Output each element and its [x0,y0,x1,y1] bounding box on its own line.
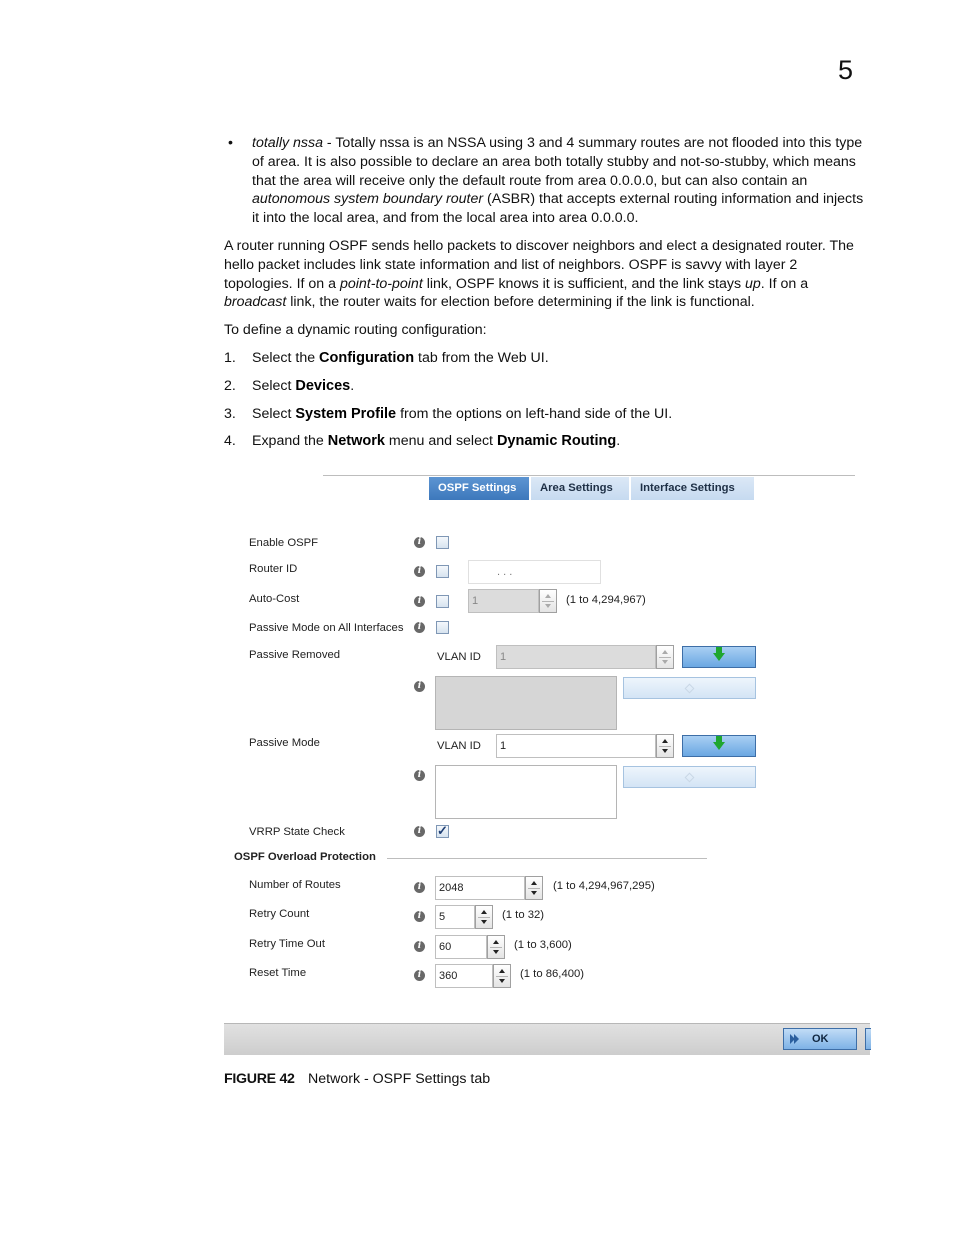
passive-mode-add-button[interactable] [682,735,756,757]
text-run: . If on a [760,275,809,292]
passive-all-label: Passive Mode on All Interfaces [249,622,404,634]
step-item [224,349,869,368]
overload-protection-heading: OSPF Overload Protection [234,851,376,863]
info-icon[interactable]: i [414,882,425,893]
vrrp-state-check-checkbox[interactable] [436,825,449,838]
passive-mode-stepper[interactable] [656,734,674,758]
down-arrow-icon [713,653,725,661]
passive-removed-remove-button[interactable] [623,677,756,699]
chapter-number: 5 [838,55,854,85]
ospf-settings-screenshot [224,470,870,1056]
step-number: 1. [224,349,236,366]
auto-cost-input[interactable]: 1 [468,589,539,613]
retry-count-input[interactable]: 5 [435,905,475,929]
remove-icon [684,773,694,783]
info-icon[interactable]: i [414,681,425,692]
ui-term: Configuration [319,349,415,366]
auto-cost-stepper[interactable] [539,589,557,613]
dialog-footer [224,1023,870,1055]
step-number: 3. [224,405,236,422]
retry-count-label: Retry Count [249,908,310,920]
paragraph-hello-packets [224,237,869,312]
auto-cost-range: (1 to 4,294,967) [566,594,646,606]
italic-term: up [745,275,761,292]
passive-all-checkbox[interactable] [436,621,449,634]
step-item [224,432,869,451]
figure-number: FIGURE 42 [224,1071,295,1087]
next-button-edge[interactable] [865,1028,871,1050]
document-body [224,134,869,451]
reset-time-range: (1 to 86,400) [520,968,585,980]
remove-icon [684,684,694,694]
enable-ospf-label: Enable OSPF [249,537,319,549]
retry-time-out-range: (1 to 3,600) [514,939,572,951]
passive-removed-add-button[interactable] [682,646,756,668]
passive-mode-vlan-label: VLAN ID [437,740,481,752]
info-icon[interactable]: i [414,566,425,577]
text-run: . [616,433,621,450]
bullet-text [252,135,863,226]
passive-mode-remove-button[interactable] [623,766,756,788]
auto-cost-label: Auto-Cost [249,593,300,605]
text-run: Expand the [252,433,328,450]
passive-mode-label: Passive Mode [249,737,320,749]
text-run: Select the [252,349,320,366]
reset-time-stepper[interactable] [493,964,511,988]
text-run: link, OSPF knows it is sufficient, and the link stays [422,275,746,292]
top-divider [323,475,855,476]
auto-cost-checkbox[interactable] [436,595,449,608]
number-of-routes-range: (1 to 4,294,967,295) [553,880,655,892]
passive-mode-list[interactable] [435,765,617,819]
ok-label: OK [812,1033,829,1045]
retry-time-out-stepper[interactable] [487,935,505,959]
vrrp-state-check-label: VRRP State Check [249,826,345,838]
bullet-dot: • [228,135,233,151]
italic-term: autonomous system boundary router [252,191,484,208]
number-of-routes-stepper[interactable] [525,876,543,900]
ui-term: Dynamic Routing [496,433,617,450]
info-icon[interactable]: i [414,537,425,548]
retry-time-out-input[interactable]: 60 [435,935,487,959]
text-run: from the options on left-hand side of the UI. [396,405,673,422]
step-item [224,377,869,396]
step-item [224,405,869,424]
enable-ospf-checkbox[interactable] [436,536,449,549]
down-arrow-icon [713,742,725,750]
reset-time-label: Reset Time [249,967,307,979]
text-run: A router running OSPF sends hello packets to discover neighbors and elect a designated router. The hello packet includes link state information and list of neighbors. OSPF is savvy with layer 2 topologies. If on a [224,237,854,292]
ui-term: Network [327,433,385,450]
ui-term: Devices [295,377,351,394]
steps-list [224,349,869,451]
info-icon[interactable]: i [414,622,425,633]
passive-removed-list[interactable] [435,676,617,730]
ui-term: System Profile [295,405,397,422]
retry-count-stepper[interactable] [475,905,493,929]
info-icon[interactable]: i [414,941,425,952]
number-of-routes-input[interactable]: 2048 [435,876,525,900]
info-icon[interactable]: i [414,826,425,837]
tab-bar [429,477,756,500]
ok-arrow-icon [790,1034,800,1044]
figure-title: Network - OSPF Settings tab [308,1071,491,1087]
italic-term: point-to-point [339,275,423,292]
text-run: . [350,377,355,394]
info-icon[interactable]: i [414,770,425,781]
text-run: Select [252,377,296,394]
passive-removed-stepper[interactable] [656,645,674,669]
step-number: 4. [224,433,236,450]
info-icon[interactable]: i [414,970,425,981]
tab-ospf-settings[interactable]: OSPF Settings [429,477,529,500]
paragraph-define-config: To define a dynamic routing configuration: [224,322,487,339]
passive-removed-label: Passive Removed [249,649,341,661]
bullet-term: totally nssa [252,135,323,151]
retry-time-out-label: Retry Time Out [249,938,325,950]
info-icon[interactable]: i [414,911,425,922]
section-divider [387,858,707,859]
passive-mode-vlan-input[interactable]: 1 [496,734,656,758]
passive-removed-vlan-input[interactable]: 1 [496,645,656,669]
step-number: 2. [224,377,236,394]
info-icon[interactable]: i [414,596,425,607]
italic-term: broadcast [224,294,287,311]
ok-button[interactable] [783,1028,857,1050]
text-run: link, the router waits for election before determining if the link is functional. [286,294,755,311]
figure-caption [224,1071,491,1087]
text-run: (ASBR) that accepts external routing information and injects it into the local area, and from the local area into area 0.0.0.0. [252,191,864,227]
tab-area-settings[interactable]: Area Settings [531,477,629,500]
router-id-input[interactable]: . . . [468,560,601,584]
text-run: menu and select [384,433,497,450]
reset-time-input[interactable]: 360 [435,964,493,988]
bullet-totally-nssa [224,134,869,228]
router-id-checkbox[interactable] [436,565,449,578]
retry-count-range: (1 to 32) [502,909,545,921]
number-of-routes-label: Number of Routes [249,879,341,891]
text-run: Select [252,405,296,422]
router-id-label: Router ID [249,563,298,575]
passive-removed-vlan-label: VLAN ID [437,651,481,663]
text-run: tab from the Web UI. [414,349,549,366]
text-run: - Totally nssa is an NSSA using 3 and 4 summary routes are not flooded into this type of area. It is also possible to declare an area both totally stubby and not-so-stubby, which means that the area will receive only the default route from area 0.0.0.0, but can also contain an [252,135,863,189]
tab-interface-settings[interactable]: Interface Settings [631,477,754,500]
